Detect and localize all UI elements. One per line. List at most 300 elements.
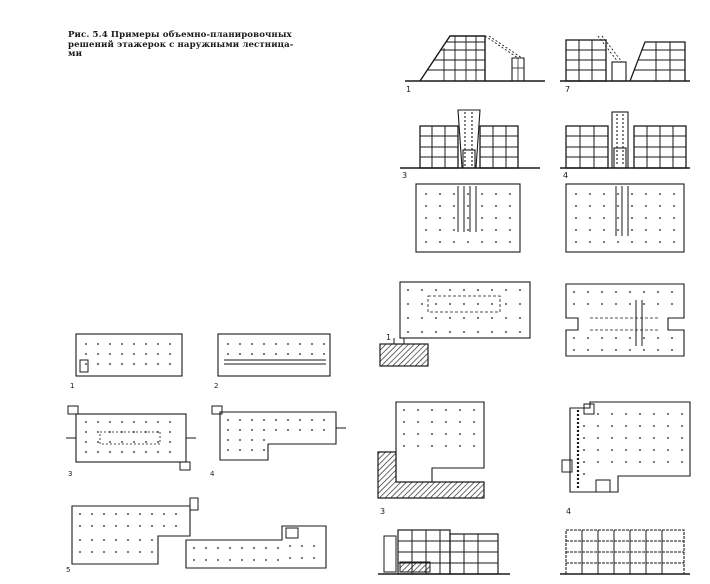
column-dot: [449, 317, 451, 319]
column-dot: [459, 445, 461, 447]
column-grid: [79, 539, 153, 553]
column-dot: [575, 217, 577, 219]
column-dot: [473, 445, 475, 447]
column-dot: [169, 431, 171, 433]
column-dot: [421, 289, 423, 291]
plan-3-floor: [416, 184, 520, 252]
column-dot: [403, 445, 405, 447]
column-dot: [239, 429, 241, 431]
column-dot: [495, 205, 497, 207]
column-dot: [85, 441, 87, 443]
column-dot: [481, 193, 483, 195]
column-dot: [673, 229, 675, 231]
column-dot: [241, 547, 243, 549]
drawing-label: 3: [402, 171, 408, 180]
column-dot: [509, 193, 511, 195]
small-plan-3: [66, 406, 196, 478]
column-dot: [439, 193, 441, 195]
column-grid: [193, 547, 279, 561]
column-dot: [97, 421, 99, 423]
column-grid: [403, 409, 475, 447]
column-dot: [145, 431, 147, 433]
column-dot: [597, 425, 599, 427]
column-dot: [639, 413, 641, 415]
column-dot: [659, 205, 661, 207]
column-grid: [575, 193, 675, 243]
column-dot: [431, 445, 433, 447]
column-dot: [403, 409, 405, 411]
plan-4-stepped: [562, 402, 690, 516]
column-dot: [625, 425, 627, 427]
column-dot: [491, 331, 493, 333]
column-dot: [589, 217, 591, 219]
column-dot: [477, 317, 479, 319]
column-dot: [463, 331, 465, 333]
column-dot: [673, 217, 675, 219]
column-dot: [645, 205, 647, 207]
column-dot: [251, 343, 253, 345]
column-dot: [79, 525, 81, 527]
column-dot: [625, 413, 627, 415]
column-dot: [287, 343, 289, 345]
column-dot: [97, 451, 99, 453]
column-dot: [97, 353, 99, 355]
column-dot: [251, 429, 253, 431]
column-dot: [615, 303, 617, 305]
column-dot: [85, 353, 87, 355]
column-dot: [629, 349, 631, 351]
column-dot: [157, 441, 159, 443]
column-grid: [597, 413, 683, 463]
column-dot: [453, 229, 455, 231]
column-dot: [481, 229, 483, 231]
small-plan-1: [70, 334, 182, 390]
column-dot: [263, 439, 265, 441]
column-dot: [671, 337, 673, 339]
column-dot: [625, 461, 627, 463]
column-dot: [79, 513, 81, 515]
column-dot: [445, 433, 447, 435]
stair-tower: [458, 110, 480, 168]
column-dot: [453, 205, 455, 207]
column-dot: [299, 419, 301, 421]
column-dot: [615, 337, 617, 339]
column-dot: [115, 513, 117, 515]
column-dot: [311, 429, 313, 431]
column-dot: [145, 353, 147, 355]
column-dot: [617, 205, 619, 207]
column-dot: [657, 303, 659, 305]
column-grid: [85, 421, 171, 453]
column-dot: [323, 353, 325, 355]
column-dot: [473, 409, 475, 411]
plan-2-comb: [566, 284, 684, 356]
column-dot: [251, 353, 253, 355]
elevation-1: [405, 36, 545, 94]
column-dot: [597, 461, 599, 463]
column-grid: [573, 291, 673, 305]
column-dot: [229, 547, 231, 549]
column-grid: [227, 439, 265, 451]
column-dot: [109, 451, 111, 453]
column-dot: [481, 205, 483, 207]
column-dot: [227, 343, 229, 345]
column-dot: [589, 205, 591, 207]
column-dot: [253, 547, 255, 549]
column-dot: [169, 421, 171, 423]
column-dot: [583, 449, 585, 451]
column-dot: [205, 547, 207, 549]
column-dot: [425, 229, 427, 231]
column-dot: [439, 205, 441, 207]
column-dot: [671, 291, 673, 293]
column-dot: [583, 425, 585, 427]
column-dot: [645, 193, 647, 195]
column-dot: [481, 217, 483, 219]
column-dot: [575, 193, 577, 195]
column-dot: [473, 421, 475, 423]
column-dot: [127, 551, 129, 553]
drawing-label: 3: [68, 470, 73, 478]
column-dot: [653, 413, 655, 415]
elevation-7: [560, 36, 690, 94]
column-dot: [601, 337, 603, 339]
column-dot: [587, 349, 589, 351]
hatched-stair-block: [380, 344, 428, 366]
column-dot: [615, 291, 617, 293]
column-dot: [491, 317, 493, 319]
column-dot: [151, 525, 153, 527]
column-dot: [653, 449, 655, 451]
column-dot: [589, 193, 591, 195]
column-dot: [611, 461, 613, 463]
column-dot: [311, 343, 313, 345]
column-dot: [85, 343, 87, 345]
column-dot: [121, 421, 123, 423]
column-dot: [583, 473, 585, 475]
column-dot: [653, 425, 655, 427]
left-block: [566, 126, 608, 168]
column-dot: [115, 551, 117, 553]
column-dot: [121, 431, 123, 433]
plan-3-lshape: [378, 402, 484, 516]
column-dot: [91, 551, 93, 553]
right-block: [634, 126, 686, 168]
column-dot: [519, 331, 521, 333]
column-dot: [653, 461, 655, 463]
column-dot: [109, 343, 111, 345]
column-grid: [583, 425, 585, 475]
column-dot: [79, 551, 81, 553]
column-dot: [139, 513, 141, 515]
column-dot: [127, 539, 129, 541]
column-dot: [265, 547, 267, 549]
column-dot: [681, 449, 683, 451]
drawing-label: 4: [563, 171, 569, 180]
column-dot: [459, 421, 461, 423]
column-dot: [575, 205, 577, 207]
column-dot: [133, 441, 135, 443]
plan-1-hatched: [380, 282, 530, 366]
column-dot: [509, 241, 511, 243]
column-dot: [659, 217, 661, 219]
column-dot: [97, 363, 99, 365]
column-dot: [667, 425, 669, 427]
right-block: [630, 42, 685, 81]
column-dot: [275, 429, 277, 431]
column-dot: [301, 557, 303, 559]
column-dot: [463, 303, 465, 305]
column-dot: [227, 449, 229, 451]
column-dot: [431, 433, 433, 435]
column-dot: [505, 317, 507, 319]
column-dot: [617, 217, 619, 219]
column-dot: [421, 331, 423, 333]
column-dot: [617, 229, 619, 231]
column-dot: [495, 229, 497, 231]
column-dot: [673, 193, 675, 195]
column-dot: [625, 437, 627, 439]
column-dot: [263, 343, 265, 345]
column-dot: [115, 539, 117, 541]
column-dot: [467, 241, 469, 243]
column-dot: [109, 363, 111, 365]
column-grid: [425, 193, 511, 243]
column-dot: [323, 419, 325, 421]
column-dot: [251, 439, 253, 441]
column-dot: [617, 241, 619, 243]
column-dot: [287, 429, 289, 431]
column-dot: [103, 539, 105, 541]
column-dot: [431, 409, 433, 411]
column-dot: [417, 421, 419, 423]
column-grid: [227, 343, 325, 355]
column-dot: [573, 349, 575, 351]
column-dot: [439, 217, 441, 219]
column-dot: [85, 431, 87, 433]
column-dot: [439, 241, 441, 243]
column-dot: [205, 559, 207, 561]
column-dot: [639, 437, 641, 439]
building-outline: [420, 36, 485, 81]
column-dot: [133, 343, 135, 345]
column-dot: [217, 547, 219, 549]
drawing-label: 5: [66, 566, 71, 574]
column-dot: [265, 559, 267, 561]
column-dot: [289, 557, 291, 559]
drawing-label: 1: [386, 333, 392, 342]
column-dot: [251, 419, 253, 421]
column-dot: [407, 303, 409, 305]
column-dot: [603, 241, 605, 243]
column-dot: [597, 449, 599, 451]
column-dot: [85, 363, 87, 365]
column-dot: [505, 289, 507, 291]
column-dot: [657, 291, 659, 293]
column-dot: [573, 303, 575, 305]
left-block: [566, 40, 606, 81]
caption-line: ми: [68, 49, 83, 60]
column-dot: [439, 229, 441, 231]
column-dot: [263, 429, 265, 431]
column-dot: [421, 303, 423, 305]
stair-tower: [612, 112, 628, 168]
column-dot: [421, 317, 423, 319]
column-dot: [299, 353, 301, 355]
column-dot: [145, 343, 147, 345]
column-dot: [241, 559, 243, 561]
column-dot: [163, 513, 165, 515]
column-dot: [667, 437, 669, 439]
column-dot: [681, 413, 683, 415]
column-dot: [227, 429, 229, 431]
column-dot: [509, 205, 511, 207]
column-dot: [239, 343, 241, 345]
elevation-bottom-right: [560, 530, 690, 574]
stair-in-plan: [458, 186, 476, 232]
column-dot: [495, 241, 497, 243]
column-dot: [169, 343, 171, 345]
column-dot: [667, 413, 669, 415]
column-dot: [239, 353, 241, 355]
column-dot: [287, 353, 289, 355]
column-dot: [589, 229, 591, 231]
column-dot: [603, 229, 605, 231]
small-plan-5: [66, 498, 326, 574]
column-dot: [157, 343, 159, 345]
column-dot: [495, 217, 497, 219]
column-dot: [611, 449, 613, 451]
column-dot: [611, 425, 613, 427]
column-dot: [193, 559, 195, 561]
column-dot: [169, 451, 171, 453]
column-dot: [103, 513, 105, 515]
column-dot: [277, 559, 279, 561]
column-dot: [659, 193, 661, 195]
column-dot: [481, 241, 483, 243]
column-dot: [477, 289, 479, 291]
column-dot: [299, 343, 301, 345]
column-dot: [275, 419, 277, 421]
column-dot: [631, 229, 633, 231]
column-dot: [287, 419, 289, 421]
column-dot: [671, 349, 673, 351]
column-dot: [277, 547, 279, 549]
column-dot: [639, 461, 641, 463]
column-dot: [311, 419, 313, 421]
column-dot: [643, 337, 645, 339]
column-dot: [425, 193, 427, 195]
column-dot: [463, 289, 465, 291]
column-dot: [133, 421, 135, 423]
column-dot: [407, 331, 409, 333]
column-dot: [169, 363, 171, 365]
column-dot: [631, 217, 633, 219]
column-dot: [417, 445, 419, 447]
column-grid: [289, 545, 315, 559]
column-dot: [151, 513, 153, 515]
column-dot: [239, 449, 241, 451]
column-dot: [449, 331, 451, 333]
column-dot: [263, 419, 265, 421]
column-dot: [445, 421, 447, 423]
column-dot: [85, 421, 87, 423]
column-dot: [289, 545, 291, 547]
column-dot: [407, 317, 409, 319]
column-dot: [657, 349, 659, 351]
column-dot: [127, 513, 129, 515]
column-dot: [643, 303, 645, 305]
column-dot: [227, 419, 229, 421]
column-dot: [79, 539, 81, 541]
column-dot: [227, 353, 229, 355]
small-plan-4: [210, 406, 346, 478]
column-dot: [91, 525, 93, 527]
column-dot: [575, 229, 577, 231]
column-dot: [157, 421, 159, 423]
column-dot: [629, 337, 631, 339]
column-dot: [657, 337, 659, 339]
column-dot: [603, 193, 605, 195]
column-dot: [601, 349, 603, 351]
column-dot: [217, 559, 219, 561]
column-dot: [239, 419, 241, 421]
column-dot: [311, 353, 313, 355]
column-dot: [597, 437, 599, 439]
hatched-l-block: [378, 452, 484, 498]
column-dot: [629, 291, 631, 293]
column-dot: [453, 217, 455, 219]
column-dot: [505, 303, 507, 305]
column-dot: [253, 559, 255, 561]
column-dot: [229, 559, 231, 561]
column-dot: [157, 353, 159, 355]
column-dot: [121, 363, 123, 365]
column-dot: [673, 241, 675, 243]
column-dot: [495, 193, 497, 195]
column-dot: [227, 439, 229, 441]
column-dot: [601, 291, 603, 293]
plan-4-floor: [566, 184, 684, 252]
column-dot: [323, 343, 325, 345]
column-dot: [639, 425, 641, 427]
column-dot: [603, 205, 605, 207]
column-grid: [85, 343, 171, 365]
column-dot: [453, 193, 455, 195]
column-dot: [509, 217, 511, 219]
column-dot: [631, 205, 633, 207]
drawing-label: 3: [380, 507, 386, 516]
column-dot: [175, 525, 177, 527]
column-dot: [659, 241, 661, 243]
column-dot: [477, 331, 479, 333]
column-dot: [681, 461, 683, 463]
column-dot: [449, 303, 451, 305]
column-dot: [301, 545, 303, 547]
column-dot: [425, 241, 427, 243]
column-dot: [139, 525, 141, 527]
column-dot: [103, 525, 105, 527]
column-dot: [667, 461, 669, 463]
right-block: [480, 126, 518, 168]
column-dot: [151, 539, 153, 541]
column-dot: [573, 291, 575, 293]
column-dot: [115, 525, 117, 527]
column-dot: [583, 437, 585, 439]
column-dot: [121, 343, 123, 345]
column-dot: [175, 513, 177, 515]
column-dot: [157, 363, 159, 365]
